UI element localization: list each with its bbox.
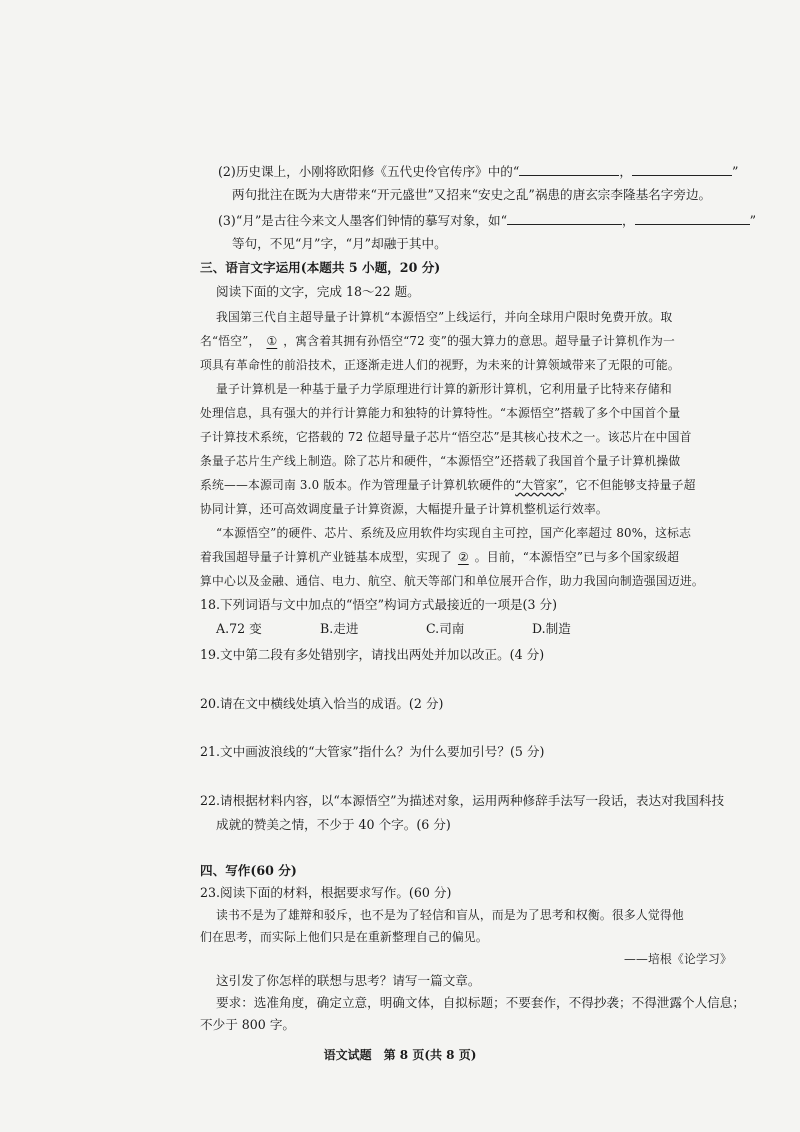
requirements-line1: 要求：选准角度，确定立意，明确文体，自拟标题；不要套作，不得抄袭；不得泄露个人信息；	[216, 995, 745, 1010]
passage-p3-line2-b: 。目前，“本源悟空”已与多个国家级超	[474, 550, 680, 564]
q3-line2: 等句，不见“月”字，“月”却融于其中。	[232, 236, 447, 251]
passage-p1-line1: 我国第三代自主超导量子计算机“本源悟空”上线运行，并向全球用户限时免费开放。取	[216, 310, 673, 324]
q20-text: 20.请在文中横线处填入恰当的成语。(2 分)	[200, 696, 444, 711]
passage-p2-line2: 处理信息，具有强大的并行计算能力和独特的计算特性。“本源悟空”搭载了多个中国首个量	[200, 406, 681, 420]
q18-option-c: C.司南	[426, 621, 465, 636]
q3-prefix: (3)“月”是古往今来文人墨客们钟情的摹写对象，如“	[218, 213, 508, 228]
passage-p2-line6: 协同计算，还可高效调度量子计算资源，大幅提升量子计算机整机运行效率。	[200, 502, 608, 516]
quote-line1: 读书不是为了雄辩和驳斥，也不是为了轻信和盲从，而是为了思考和权衡。很多人觉得他	[216, 908, 684, 922]
q21-text: 21.文中画波浪线的“大管家”指什么？为什么要加引号？(5 分)	[200, 744, 545, 759]
q2-prefix: (2)历史课上，小刚将欧阳修《五代史伶官传序》中的“	[218, 164, 520, 179]
passage-p2-line4: 条量子芯片生产线上制造。除了芯片和硬件，“本源悟空”还搭载了我国首个量子计算机操做	[200, 454, 681, 468]
wavy-underlined-term: “大管家”	[515, 478, 564, 492]
section4-heading: 四、写作(60 分)	[200, 863, 297, 878]
passage-p3-line2-a: 着我国超导量子计算机产业链基本成型，实现了	[200, 550, 452, 564]
section3-instruction: 阅读下面的文字，完成 18～22 题。	[216, 284, 420, 299]
q22-line1: 22.请根据材料内容，以“本源悟空”为描述对象，运用两种修辞手法写一段话，表达对我国科技	[200, 793, 725, 808]
quote-attribution: ——培根《论学习》	[624, 952, 732, 966]
q22-line2: 成就的赞美之情，不少于 40 个字。(6 分)	[216, 817, 451, 832]
q3-blank-2	[635, 211, 750, 225]
q3-end: ”	[749, 213, 757, 228]
passage-p2-line1: 量子计算机是一种基于量子力学原理进行计算的新形计算机，它利用量子比特来存储和	[216, 382, 672, 396]
q2-end: ”	[731, 164, 739, 179]
writing-prompt: 这引发了你怎样的联想与思考？请写一篇文章。	[216, 973, 481, 988]
q2-blank-1	[519, 162, 619, 176]
q18-option-b: B.走进	[320, 621, 359, 636]
q18-option-d: D.制造	[532, 621, 571, 636]
q23-text: 23.阅读下面的材料，根据要求写作。(60 分)	[200, 885, 452, 900]
q3-blank-1	[507, 211, 622, 225]
passage-p1-line2-a: 名“悟空”，	[200, 334, 261, 348]
passage-p2-line5-b: ，它不但能够支持量子超	[563, 478, 696, 492]
q2-line2: 两句批注在既为大唐带来“开元盛世”又招来“安史之乱”祸患的唐玄宗李隆基名字旁边。	[232, 187, 712, 202]
quote-line2: 们在思考，而实际上他们只是在重新整理自己的偏见。	[200, 930, 488, 944]
q18-text: 18.下列词语与文中加点的“悟空”构词方式最接近的一项是(3 分)	[200, 597, 557, 612]
passage-p1-line2-b: ，寓含着其拥有孙悟空“72 变”的强大算力的意思。超导量子计算机作为一	[283, 334, 675, 348]
blank-marker-2: ②	[457, 550, 469, 564]
passage-p2-line5	[200, 476, 696, 494]
passage-p1-line2	[200, 332, 675, 350]
q2-mid: ，	[619, 164, 632, 179]
q2-blank-2	[632, 162, 732, 176]
q3-line1	[218, 211, 756, 230]
blank-marker-1: ①	[266, 334, 278, 348]
page-footer: 语文试题 第 8 页(共 8 页)	[323, 1048, 477, 1062]
passage-p3-line3: 算中心以及金融、通信、电力、航空、航天等部门和单位展开合作，助力我国向制造强国迈进。	[200, 574, 704, 588]
section3-heading: 三、语言文字运用(本题共 5 小题，20 分)	[200, 260, 441, 275]
q3-mid: ，	[622, 213, 635, 228]
passage-p2-line5-a: 系统——本源司南 3.0 版本。作为管理量子计算机软硬件的	[200, 478, 516, 492]
requirements-line2: 不少于 800 字。	[200, 1017, 296, 1032]
q19-text: 19.文中第二段有多处错别字，请找出两处并加以改正。(4 分)	[200, 647, 545, 662]
q2-line1	[218, 162, 738, 181]
passage-p3-line1: “本源悟空”的硬件、芯片、系统及应用软件均实现自主可控，国产化率超过 80%，这标志	[216, 526, 692, 540]
passage-p1-line3: 项具有革命性的前沿技术，正逐渐走进人们的视野，为未来的计算领域带来了无限的可能。	[200, 358, 680, 372]
q18-option-a: A.72 变	[216, 621, 262, 636]
passage-p3-line2	[200, 548, 679, 566]
passage-p2-line3: 子计算技术系统，它搭载的 72 位超导量子芯片“悟空芯”是其核心技术之一。该芯片在中国首	[200, 430, 692, 444]
